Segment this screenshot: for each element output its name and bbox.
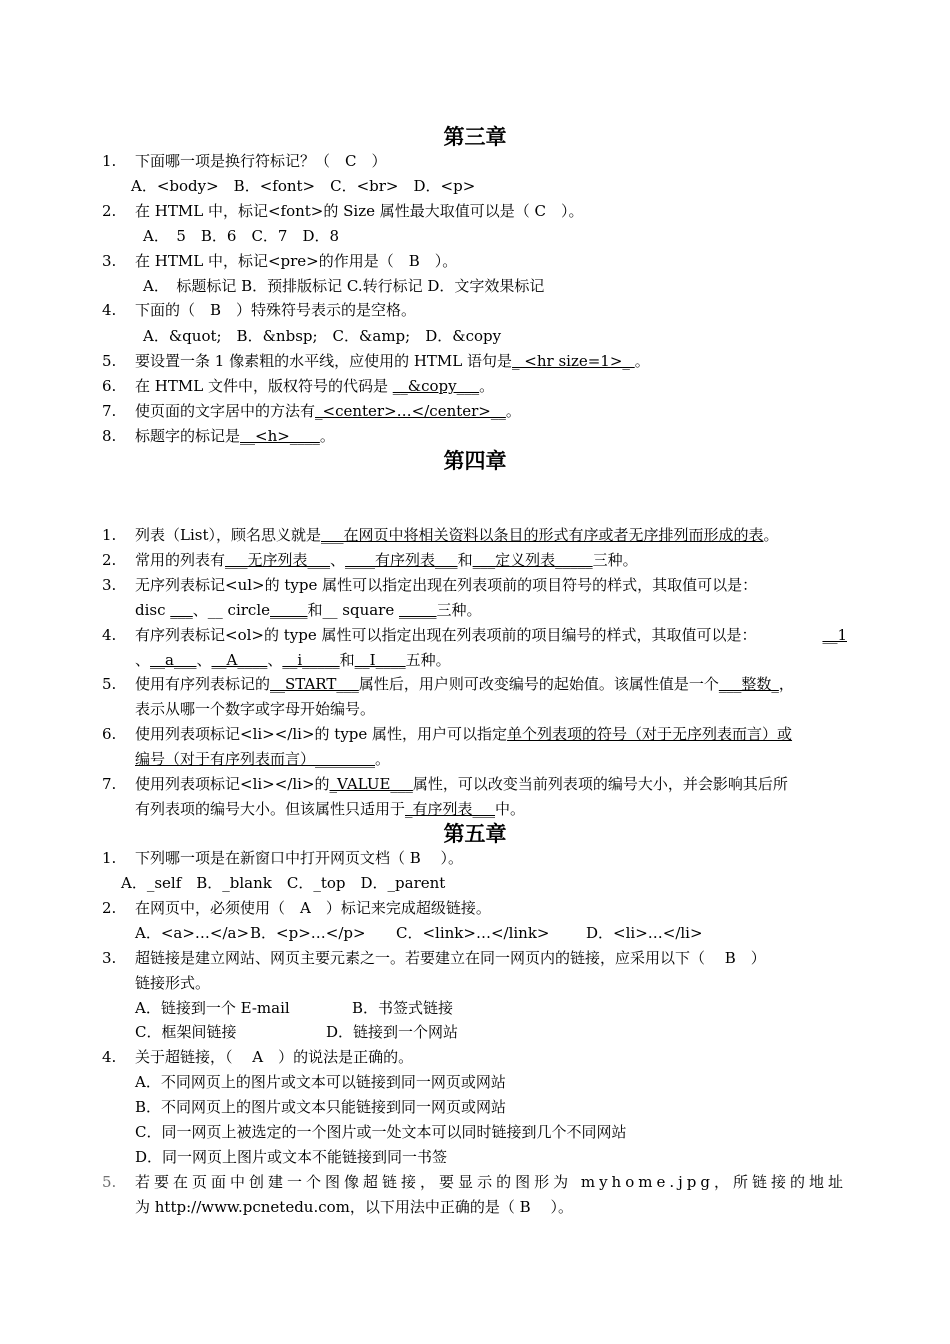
ch4-q4-end: 五种。: [405, 651, 451, 669]
ch4-q4-answer-4: __I____: [354, 651, 406, 669]
ch5-q5-question: 若要在页面中创建一个图像超链接，要显示的图形为 myhome.jpg，所链接的地址: [135, 1173, 847, 1191]
ch4-q2-sep-1: 、: [330, 551, 346, 569]
ch4-q6-answer-2: 编号（对于有序列表而言）: [135, 750, 316, 768]
ch4-q7-number: 7.: [102, 775, 117, 793]
ch4-q4-text: 有序列表标记<ol>的 type 属性可以指定出现在列表项前的项目编号的样式，其取值可以是：: [135, 626, 757, 644]
ch3-q2-question: 在 HTML 中，标记<font>的 Size 属性最大取值可以是（ C ）。: [135, 202, 584, 220]
ch5-q3-option-c: C．框架间链接: [135, 1023, 237, 1041]
ch4-q5-mid: 属性后，用户则可改变编号的起始值。该属性值是一个: [358, 675, 719, 693]
ch4-q3-sep-2: 和__ square: [307, 601, 399, 619]
chapter-5-title: 第五章: [443, 821, 507, 846]
ch4-q7-answer-1: _VALUE___: [329, 775, 413, 793]
ch4-q7-answer-2: _有序列表___: [405, 800, 496, 818]
ch4-q2-answer-3: ___定义列表_____: [472, 551, 593, 569]
ch4-q6-text: 使用列表项标记<li></li>的 type 属性，用户可以指定: [135, 725, 508, 743]
ch5-q2-number: 2.: [102, 899, 117, 917]
ch4-q7-end: 中。: [495, 800, 526, 818]
ch4-q6-answer-1: 单个列表项的符号（对于无序列表而言）或: [507, 725, 793, 743]
ch5-q3-option-d: D．链接到一个网站: [326, 1023, 459, 1041]
ch4-q2-end: 三种。: [592, 551, 638, 569]
ch4-q2-sep-2: 和: [457, 551, 473, 569]
ch4-q3-line-2: [135, 599, 847, 621]
ch4-q4-answer-2: __A____: [211, 651, 268, 669]
ch5-q2-question: 在网页中，必须使用（ A ）标记来完成超级链接。: [135, 899, 491, 917]
ch4-q2-answer-2: ____有序列表___: [345, 551, 458, 569]
ch4-q4-line-2: [135, 649, 847, 671]
ch3-q8-text: 标题字的标记是: [135, 427, 241, 445]
ch3-q8-question: [135, 425, 847, 447]
ch3-q7-end: 。: [505, 402, 521, 420]
ch4-q4-answer-0: __1: [822, 626, 847, 644]
ch5-q1-question: 下列哪一项是在新窗口中打开网页文档（ B ）。: [135, 849, 464, 867]
ch5-q4-option-d: D．同一网页上图片或文本不能链接到同一书签: [135, 1148, 448, 1166]
ch3-q5-text: 要设置一条 1 像素粗的水平线，应使用的 HTML 语句是: [135, 352, 513, 370]
ch4-q3-answer-3: _____: [399, 601, 437, 619]
ch3-q3-options: A． 标题标记 B．预排版标记 C.转行标记 D．文字效果标记: [143, 277, 545, 295]
ch5-q2-option-c: C．<link>…</link>: [396, 924, 550, 942]
ch4-q1-question: [135, 524, 847, 546]
ch3-q2-number: 2.: [102, 202, 117, 220]
ch5-q3-question: 超链接是建立网站、网页主要元素之一。若要建立在同一网页内的链接，应采用以下（ B ）: [135, 949, 766, 967]
ch5-q4-number: 4.: [102, 1048, 117, 1066]
chapter-4-title: 第四章: [443, 448, 507, 473]
ch4-q4-sep-1: 、: [196, 651, 212, 669]
ch3-q8-number: 8.: [102, 427, 117, 445]
ch4-q2-question: [135, 549, 847, 571]
ch4-q4-answer-1: __a___: [150, 651, 197, 669]
ch4-q6-answer-3: ________: [315, 750, 376, 768]
ch3-q7-question: [135, 400, 847, 422]
ch3-q8-answer: __<h>____: [240, 427, 320, 445]
ch4-q1-text: 列表（List），顾名思义就是: [135, 526, 321, 544]
ch4-q4-sep-3: 和: [339, 651, 355, 669]
ch4-q7-line-2: [135, 798, 847, 820]
ch5-q2-option-d: D．<li>…</li>: [586, 924, 703, 942]
ch3-q6-answer: __&copy___: [392, 377, 480, 395]
ch4-q1-number: 1.: [102, 526, 117, 544]
ch5-q1-options: A．_self B．_blank C．_top D．_parent: [121, 874, 446, 892]
ch4-q3-sep-1: 、__ circle: [192, 601, 270, 619]
ch4-q3-end: 三种。: [436, 601, 482, 619]
ch3-q5-end: 。: [634, 352, 650, 370]
ch5-q3-number: 3.: [102, 949, 117, 967]
ch3-q4-number: 4.: [102, 301, 117, 319]
ch5-q4-option-a: A．不同网页上的图片或文本可以链接到同一网页或网站: [135, 1073, 506, 1091]
ch3-q7-answer: _<center>…</center>__: [315, 402, 506, 420]
ch3-q7-text: 使页面的文字居中的方法有: [135, 402, 316, 420]
ch4-q3-answer-1: ___: [170, 601, 193, 619]
ch3-q7-number: 7.: [102, 402, 117, 420]
ch4-q7-line-1: [135, 773, 847, 795]
ch3-q4-question: 下面的（ B ）特殊符号表示的是空格。: [135, 301, 417, 319]
ch4-q6-number: 6.: [102, 725, 117, 743]
ch3-q1-question: 下面哪一项是换行符标记？（ C ）: [135, 152, 387, 170]
ch4-q2-number: 2.: [102, 551, 117, 569]
ch4-q2-answer-1: ___无序列表___: [225, 551, 331, 569]
ch3-q1-options: A．<body> B．<font> C．<br> D．<p>: [131, 177, 476, 195]
ch5-q3-line-2: 链接形式。: [135, 974, 211, 992]
ch3-q6-text: 在 HTML 文件中，版权符号的代码是: [135, 377, 393, 395]
ch4-q3-line-1: 无序列表标记<ul>的 type 属性可以指定出现在列表项前的项目符号的样式，其取值可以是：: [135, 576, 758, 594]
ch4-q3-answer-2: _____: [270, 601, 308, 619]
ch4-q4-number: 4.: [102, 626, 117, 644]
ch4-q4-answer-3: __i_____: [282, 651, 340, 669]
ch4-q3-text: disc: [135, 601, 171, 619]
ch4-q4-sep-0: 、: [135, 651, 151, 669]
ch4-q5-line-2: 表示从哪一个数字或字母开始编号。: [135, 700, 376, 718]
ch5-q3-option-b: B．书签式链接: [352, 999, 454, 1017]
ch5-q4-option-c: C．同一网页上被选定的一个图片或一处文本可以同时链接到几个不同网站: [135, 1123, 627, 1141]
ch3-q4-options: A．&quot; B．&nbsp; C．&amp; D．&copy: [143, 327, 502, 345]
ch4-q6-line-2: [135, 748, 847, 770]
ch5-q5-line-2: 为 http://www.pcnetedu.com，以下用法中正确的是（ B ）。: [135, 1198, 573, 1216]
ch5-q1-number: 1.: [102, 849, 117, 867]
ch5-q4-question: 关于超链接，（ A ）的说法是正确的。: [135, 1048, 414, 1066]
ch4-q5-text: 使用有序列表标记的: [135, 675, 271, 693]
ch4-q7-text: 使用列表项标记<li></li>的: [135, 775, 330, 793]
ch4-q5-line-1: [135, 673, 847, 695]
ch3-q1-number: 1.: [102, 152, 117, 170]
ch4-q1-end: 。: [763, 526, 779, 544]
ch3-q6-number: 6.: [102, 377, 117, 395]
ch4-q4-line-1: [135, 624, 847, 646]
ch3-q3-number: 3.: [102, 252, 117, 270]
ch3-q6-question: [135, 375, 847, 397]
ch3-q3-question: 在 HTML 中，标记<pre>的作用是（ B ）。: [135, 252, 458, 270]
ch4-q5-answer-2: ___整数_: [718, 675, 779, 693]
ch4-q2-text: 常用的列表有: [135, 551, 226, 569]
ch3-q6-end: 。: [479, 377, 495, 395]
ch4-q5-number: 5.: [102, 675, 117, 693]
ch4-q6-line-1: [135, 723, 847, 745]
ch4-q5-end: ，: [778, 675, 794, 693]
ch4-q6-end: 。: [375, 750, 391, 768]
chapter-3-title: 第三章: [443, 124, 507, 149]
ch4-q4-sep-2: 、: [267, 651, 283, 669]
ch4-q7-mid: 属性，可以改变当前列表项的编号大小，并会影响其后所: [412, 775, 788, 793]
ch5-q3-option-a: A．链接到一个 E-mail: [135, 999, 290, 1017]
ch3-q5-question: [135, 350, 847, 372]
ch5-q2-option-a: A．<a>…</a>: [135, 924, 250, 942]
ch5-q2-option-b: B．<p>…</p>: [250, 924, 366, 942]
ch5-q5-number: 5.: [102, 1173, 117, 1191]
ch4-q7-text-2: 有列表项的编号大小。但该属性只适用于: [135, 800, 406, 818]
ch4-q1-answer: ___在网页中将相关资料以条目的形式有序或者无序排列而形成的表: [321, 526, 764, 544]
ch4-q5-answer-1: __START___: [270, 675, 359, 693]
ch4-q3-number: 3.: [102, 576, 117, 594]
ch3-q8-end: 。: [319, 427, 335, 445]
ch3-q5-number: 5.: [102, 352, 117, 370]
ch3-q2-options: A． 5 B．6 C．7 D．8: [143, 227, 340, 245]
ch5-q4-option-b: B．不同网页上的图片或文本只能链接到同一网页或网站: [135, 1098, 507, 1116]
ch3-q5-answer: _ <hr size=1>_: [512, 352, 635, 370]
